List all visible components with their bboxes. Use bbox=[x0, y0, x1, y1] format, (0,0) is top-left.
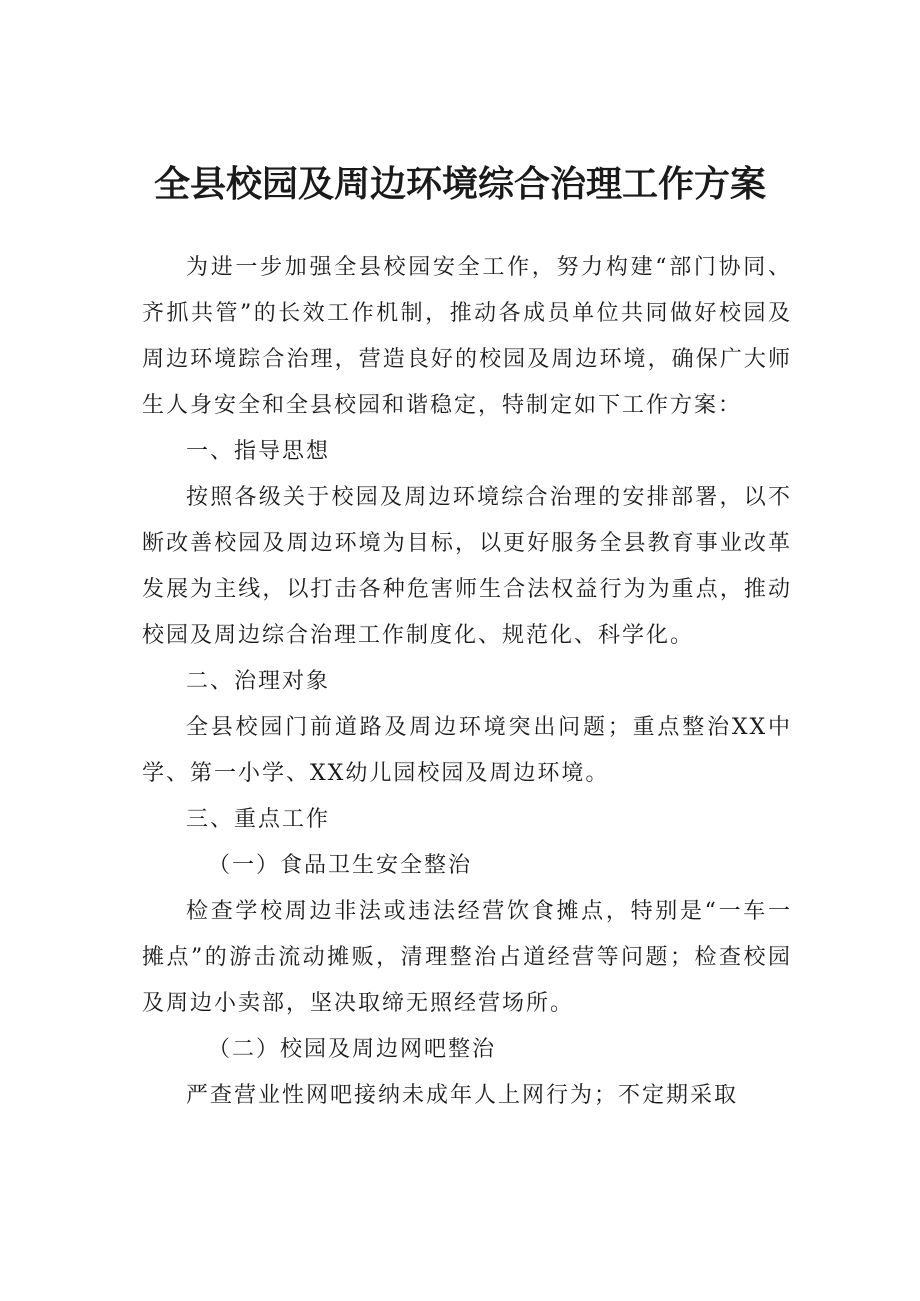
section-paragraph-guiding-ideology: 按照各级关于校园及周边环境综合治理的安排部署，以不断改善校园及周边环境为目标，以更好服务全县教育事业改革发展为主线，以打击各种危害师生合法权益行为为重点，推动校园及周边综合治理工作制度化、规范化、科学化。 bbox=[142, 485, 792, 648]
subsection-heading-internet-cafe: （二）校园及周边网吧整治 bbox=[208, 1037, 497, 1062]
document-body bbox=[142, 245, 792, 1119]
intro-paragraph: 为进一步加强全县校园安全工作，努力构建“部门协同、齐抓共管”的长效工作机制，推动各成员单位共同做好校园及周边环境踪合治理，营造良好的校园及周边环境，确保广大师生人身安全和全县校园和谐稳定，特制定如下工作方案： bbox=[142, 255, 792, 418]
subsection-heading-food-safety: （一）食品卫生安全整治 bbox=[208, 853, 473, 878]
section-paragraph-governance-targets: 全县校园门前道路及周边环境突出问题；重点整治XX中学、第一小学、XX幼儿园校园及周边环境。 bbox=[142, 715, 792, 786]
section-heading-governance-targets: 二、治理对象 bbox=[186, 669, 331, 694]
subsection-paragraph-internet-cafe: 严查营业性网吧接纳未成年人上网行为；不定期采取 bbox=[186, 1083, 739, 1108]
section-heading-key-work: 三、重点工作 bbox=[186, 807, 331, 832]
subsection-paragraph-food-safety: 检查学校周边非法或违法经营饮食摊点，特别是“一车一摊点”的游击流动摊贩，清理整治占道经营等问题；检查校园及周边小卖部，坚决取缔无照经营场所。 bbox=[142, 899, 792, 1016]
section-heading-guiding-ideology: 一、指导思想 bbox=[186, 439, 331, 464]
document-title: 全县校园及周边环境综合治理工作方案 bbox=[153, 164, 766, 205]
